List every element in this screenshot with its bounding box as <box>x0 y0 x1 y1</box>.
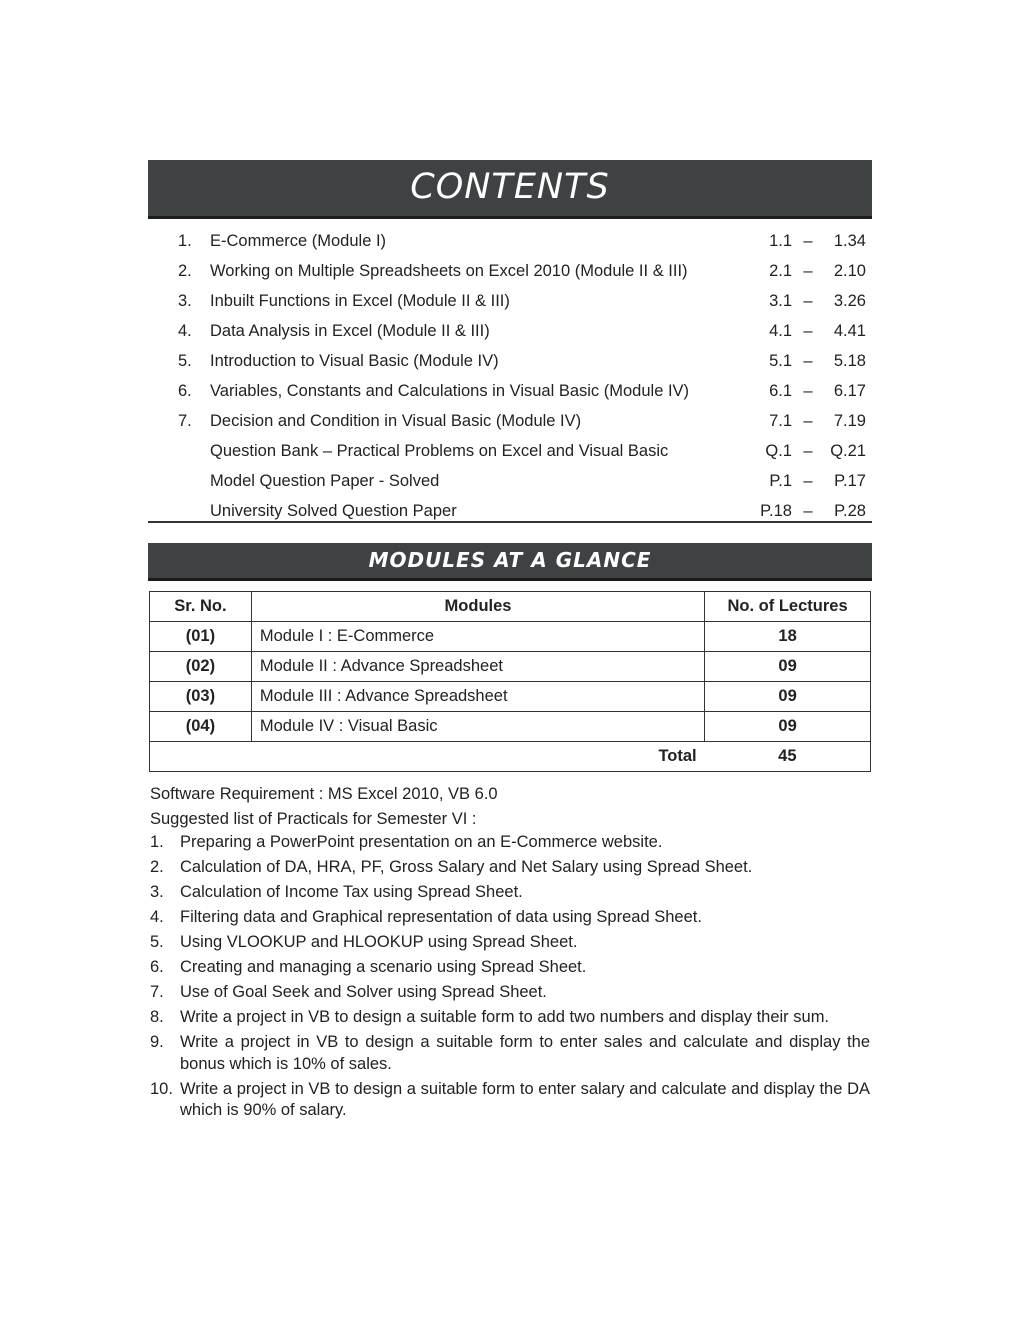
module-sr-no: (03) <box>150 682 252 712</box>
total-value: 45 <box>705 742 871 772</box>
contents-item-title: Question Bank – Practical Problems on Excel and Visual Basic <box>210 442 669 460</box>
list-item-number: 8. <box>150 1008 164 1026</box>
contents-item-separator: – <box>803 352 813 370</box>
practicals-list <box>150 832 870 1125</box>
contents-item-title: E-Commerce (Module I) <box>210 232 387 250</box>
module-lectures: 09 <box>705 652 871 682</box>
contents-item-start-page: 1.1 <box>769 232 792 250</box>
list-item-number: 4. <box>150 908 164 926</box>
software-requirement: Software Requirement : MS Excel 2010, VB 6.0 <box>150 785 498 803</box>
list-item-number: 10. <box>150 1079 173 1098</box>
contents-item-end-page: P.17 <box>834 472 866 490</box>
contents-item-separator: – <box>803 382 813 400</box>
module-name: Module III : Advance Spreadsheet <box>251 682 704 712</box>
contents-item-number: 4. <box>178 322 192 340</box>
module-lectures: 09 <box>705 712 871 742</box>
contents-item-end-page: 2.10 <box>833 262 866 280</box>
contents-item-separator: – <box>803 442 813 460</box>
contents-item-title: Data Analysis in Excel (Module II & III) <box>210 322 490 340</box>
list-item-text: Write a project in VB to design a suitable form to enter salary and calculate and display the DA which is 90% of salary. <box>180 1079 870 1119</box>
list-item <box>150 932 870 954</box>
list-item-number: 3. <box>150 883 164 901</box>
table-row <box>150 712 871 742</box>
contents-item-end-page: 6.17 <box>833 382 866 400</box>
contents-item <box>148 316 872 346</box>
list-item <box>150 1032 870 1075</box>
contents-heading: CONTENTS <box>148 160 872 219</box>
contents-item-separator: – <box>803 472 813 490</box>
contents-item-end-page: 3.26 <box>833 292 866 310</box>
total-label: Total <box>150 742 705 772</box>
list-item-text: Preparing a PowerPoint presentation on an E-Commerce website. <box>180 833 663 851</box>
table-total-row <box>150 742 871 772</box>
contents-item-number: 7. <box>178 412 192 430</box>
contents-item-start-page: 3.1 <box>769 292 792 310</box>
contents-list <box>148 226 872 526</box>
modules-table <box>149 591 871 772</box>
contents-item-title: Inbuilt Functions in Excel (Module II & III) <box>210 292 510 310</box>
column-header-sr-no: Sr. No. <box>150 592 252 622</box>
contents-item-title: Variables, Constants and Calculations in Visual Basic (Module IV) <box>210 382 690 400</box>
contents-item <box>148 226 872 256</box>
contents-item-separator: – <box>803 502 813 520</box>
contents-item <box>148 286 872 316</box>
contents-item-title: Model Question Paper - Solved <box>210 472 440 490</box>
list-item-text: Use of Goal Seek and Solver using Spread Sheet. <box>180 983 547 1001</box>
list-item-number: 9. <box>150 1033 164 1051</box>
contents-item-end-page: Q.21 <box>830 442 866 460</box>
module-lectures: 18 <box>705 622 871 652</box>
contents-item <box>148 256 872 286</box>
contents-item-separator: – <box>803 292 813 310</box>
contents-item-number: 6. <box>178 382 192 400</box>
contents-item-end-page: 5.18 <box>833 352 866 370</box>
list-item-text: Write a project in VB to design a suitable form to enter sales and calculate and display the bonus which is 10% of sales. <box>180 1033 870 1073</box>
list-item <box>150 882 870 904</box>
list-item-text: Calculation of Income Tax using Spread Sheet. <box>180 883 523 901</box>
module-sr-no: (04) <box>150 712 252 742</box>
column-header-lectures: No. of Lectures <box>705 592 871 622</box>
contents-item-start-page: 5.1 <box>769 352 792 370</box>
list-item-text: Using VLOOKUP and HLOOKUP using Spread Sheet. <box>180 933 578 951</box>
column-header-modules: Modules <box>251 592 704 622</box>
module-name: Module II : Advance Spreadsheet <box>251 652 704 682</box>
contents-item-start-page: 2.1 <box>769 262 792 280</box>
contents-item-separator: – <box>803 412 813 430</box>
contents-item-separator: – <box>803 232 813 250</box>
list-item <box>150 1079 870 1122</box>
list-item <box>150 1007 870 1029</box>
contents-item-number: 3. <box>178 292 192 310</box>
contents-item-start-page: P.18 <box>760 502 792 520</box>
contents-item-end-page: P.28 <box>834 502 866 520</box>
contents-item-separator: – <box>803 322 813 340</box>
modules-heading: MODULES AT A GLANCE <box>148 543 872 581</box>
list-item-number: 1. <box>150 833 164 851</box>
contents-item-title: Introduction to Visual Basic (Module IV) <box>210 352 499 370</box>
contents-item-number: 5. <box>178 352 192 370</box>
contents-item-start-page: Q.1 <box>765 442 792 460</box>
list-item <box>150 832 870 854</box>
module-sr-no: (02) <box>150 652 252 682</box>
contents-item-number: 2. <box>178 262 192 280</box>
list-item <box>150 907 870 929</box>
contents-item-end-page: 1.34 <box>833 232 866 250</box>
list-item-text: Write a project in VB to design a suitable form to add two numbers and display their sum. <box>180 1008 830 1026</box>
contents-item <box>148 466 872 496</box>
contents-item-start-page: 4.1 <box>769 322 792 340</box>
contents-item-title: Working on Multiple Spreadsheets on Excel 2010 (Module II & III) <box>210 262 688 280</box>
module-name: Module I : E-Commerce <box>251 622 704 652</box>
list-item-number: 2. <box>150 858 164 876</box>
contents-item <box>148 346 872 376</box>
table-row <box>150 652 871 682</box>
list-item <box>150 982 870 1004</box>
contents-divider <box>148 521 872 523</box>
modules-table-header <box>150 592 871 622</box>
table-row <box>150 682 871 712</box>
list-item-number: 5. <box>150 933 164 951</box>
module-name: Module IV : Visual Basic <box>251 712 704 742</box>
contents-item-start-page: 7.1 <box>769 412 792 430</box>
contents-item <box>148 406 872 436</box>
suggested-practicals-heading: Suggested list of Practicals for Semester VI : <box>150 810 477 828</box>
contents-item-title: University Solved Question Paper <box>210 502 457 520</box>
contents-item-end-page: 7.19 <box>833 412 866 430</box>
list-item-text: Creating and managing a scenario using Spread Sheet. <box>180 958 587 976</box>
contents-item-end-page: 4.41 <box>833 322 866 340</box>
contents-item-start-page: P.1 <box>769 472 792 490</box>
list-item-text: Filtering data and Graphical representation of data using Spread Sheet. <box>180 908 702 926</box>
contents-item-start-page: 6.1 <box>769 382 792 400</box>
contents-item <box>148 436 872 466</box>
list-item-text: Calculation of DA, HRA, PF, Gross Salary and Net Salary using Spread Sheet. <box>180 858 753 876</box>
list-item-number: 7. <box>150 983 164 1001</box>
list-item <box>150 857 870 879</box>
contents-item-title: Decision and Condition in Visual Basic (Module IV) <box>210 412 582 430</box>
contents-item <box>148 376 872 406</box>
table-row <box>150 622 871 652</box>
list-item <box>150 957 870 979</box>
module-sr-no: (01) <box>150 622 252 652</box>
contents-item-number: 1. <box>178 232 192 250</box>
module-lectures: 09 <box>705 682 871 712</box>
contents-item-separator: – <box>803 262 813 280</box>
list-item-number: 6. <box>150 958 164 976</box>
